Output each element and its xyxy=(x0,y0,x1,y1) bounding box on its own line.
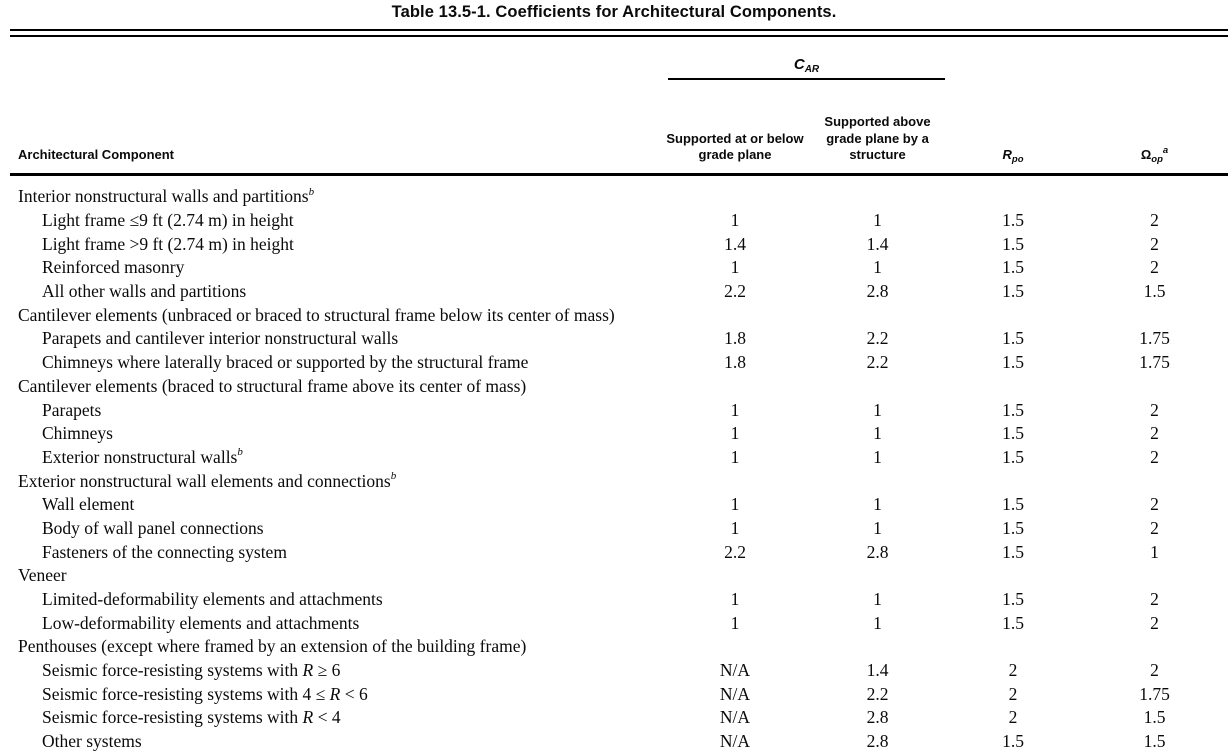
value-cell: 1.4 xyxy=(724,233,746,254)
component-cell: Parapets and cantilever interior nonstructural walls xyxy=(42,328,399,349)
value-cell: 1.5 xyxy=(1002,541,1024,562)
value-cell xyxy=(810,375,945,399)
component-cell: Limited-deformability elements and attachments xyxy=(42,589,383,610)
component-cell: Cantilever elements (unbraced or braced to structural frame below its center of mass) xyxy=(18,304,615,325)
component-cell: Low-deformability elements and attachments xyxy=(42,612,360,633)
table-row xyxy=(10,256,1228,280)
value-cell xyxy=(945,469,1081,493)
value-cell xyxy=(810,303,945,327)
table-row xyxy=(10,540,1228,564)
col-header-rpo: $R_{po}$ xyxy=(945,80,1081,175)
component-cell: Penthouses (except where framed by an extension of the building frame) xyxy=(18,636,527,657)
value-cell xyxy=(945,564,1081,588)
table-row xyxy=(10,588,1228,612)
value-cell: 1 xyxy=(1150,541,1159,562)
component-cell: Exterior nonstructural wall elements and connections$^b$ xyxy=(18,469,397,491)
value-cell: 2.8 xyxy=(866,541,889,562)
value-cell: N/A xyxy=(719,707,751,728)
table-row xyxy=(10,232,1228,256)
value-cell: 1.5 xyxy=(1002,423,1024,444)
value-cell xyxy=(945,635,1081,659)
value-cell: 1 xyxy=(873,210,882,231)
value-cell xyxy=(660,175,810,209)
value-cell: 2.2 xyxy=(866,683,889,704)
table-row xyxy=(10,209,1228,233)
value-cell: 2.2 xyxy=(724,541,746,562)
section-row xyxy=(10,564,1228,588)
section-row xyxy=(10,375,1228,399)
table-row xyxy=(10,611,1228,635)
value-cell: 1 xyxy=(730,494,740,515)
car-group-row xyxy=(10,42,1228,80)
component-cell: Interior nonstructural walls and partitions$^b$ xyxy=(18,185,315,207)
component-cell: Other systems xyxy=(42,731,142,752)
value-cell xyxy=(1081,175,1228,209)
col-header-omega-op: $\Omega_{op}^a$ xyxy=(1081,80,1228,175)
value-cell: 1 xyxy=(730,446,740,467)
component-cell: Body of wall panel connections xyxy=(42,517,264,538)
value-cell: 1 xyxy=(730,612,740,633)
value-cell: 1.5 xyxy=(1143,707,1166,728)
table-row xyxy=(10,730,1228,752)
value-cell: 1 xyxy=(873,517,882,538)
value-cell: 1.5 xyxy=(1002,257,1024,278)
value-cell: 2 xyxy=(1150,589,1159,610)
value-cell: 2 xyxy=(1008,707,1018,728)
section-row xyxy=(10,303,1228,327)
value-cell: 1.5 xyxy=(1143,281,1166,302)
value-cell: 1.5 xyxy=(1002,589,1024,610)
component-cell: Chimneys where laterally braced or supported by the structural frame xyxy=(42,352,529,373)
value-cell: 2 xyxy=(1150,210,1159,231)
value-cell: 2 xyxy=(1150,660,1159,681)
value-cell xyxy=(660,564,810,588)
value-cell: 1.5 xyxy=(1143,731,1166,752)
component-cell: Cantilever elements (braced to structural frame above its center of mass) xyxy=(18,375,527,396)
table-row xyxy=(10,446,1228,470)
value-cell: 1.5 xyxy=(1002,352,1024,373)
value-cell: N/A xyxy=(719,731,751,752)
component-cell: Seismic force-resisting systems with 4 ≤ R < 6 xyxy=(42,683,368,704)
value-cell: 1 xyxy=(730,589,740,610)
component-cell: Reinforced masonry xyxy=(42,257,185,278)
value-cell: 1 xyxy=(873,257,882,278)
component-cell: Veneer xyxy=(18,565,67,586)
component-cell: Wall element xyxy=(42,494,135,515)
component-cell: Exterior nonstructural walls$^b$ xyxy=(42,446,243,467)
column-headers-row xyxy=(10,80,1228,175)
table-row xyxy=(10,327,1228,351)
value-cell: 2.2 xyxy=(724,281,746,302)
value-cell: 2.8 xyxy=(866,707,889,728)
value-cell: 2 xyxy=(1150,612,1159,633)
table-row xyxy=(10,422,1228,446)
table-body xyxy=(10,175,1228,752)
value-cell xyxy=(660,635,810,659)
table-row xyxy=(10,493,1228,517)
value-cell xyxy=(945,175,1081,209)
value-cell xyxy=(1081,469,1228,493)
empty-cell xyxy=(945,42,1081,80)
car-symbol: $C_{AR}$ xyxy=(668,56,945,80)
value-cell: 1.75 xyxy=(1139,352,1170,373)
component-cell: Parapets xyxy=(42,399,102,420)
component-cell: Seismic force-resisting systems with R ≥ 6 xyxy=(42,660,341,681)
component-cell: Light frame >9 ft (2.74 m) in height xyxy=(42,233,294,254)
value-cell: 2 xyxy=(1150,446,1159,467)
value-cell: 1.4 xyxy=(866,233,889,254)
value-cell: 1 xyxy=(730,210,740,231)
value-cell xyxy=(810,635,945,659)
value-cell: 1 xyxy=(730,517,740,538)
value-cell xyxy=(660,303,810,327)
col-header-architectural-component: Architectural Component xyxy=(10,80,660,175)
section-row xyxy=(10,175,1228,209)
value-cell: 1.4 xyxy=(866,660,889,681)
value-cell: 2.8 xyxy=(866,731,889,752)
value-cell xyxy=(1081,564,1228,588)
section-row xyxy=(10,469,1228,493)
value-cell xyxy=(1081,375,1228,399)
value-cell: 1 xyxy=(873,612,882,633)
value-cell xyxy=(810,564,945,588)
value-cell: 2.8 xyxy=(866,281,889,302)
value-cell: 1.5 xyxy=(1002,612,1024,633)
component-cell: Chimneys xyxy=(42,423,113,444)
value-cell: 2 xyxy=(1008,683,1018,704)
value-cell: 1.5 xyxy=(1002,731,1024,752)
value-cell xyxy=(660,375,810,399)
table-row xyxy=(10,351,1228,375)
value-cell: 1.8 xyxy=(724,352,746,373)
value-cell: 1 xyxy=(730,257,740,278)
section-row xyxy=(10,635,1228,659)
value-cell: 1.5 xyxy=(1002,233,1024,254)
coefficients-table xyxy=(10,42,1228,752)
value-cell: 1 xyxy=(873,589,882,610)
table-row xyxy=(10,706,1228,730)
value-cell: 2 xyxy=(1150,257,1159,278)
empty-cell xyxy=(10,42,660,80)
value-cell: 1.75 xyxy=(1139,328,1170,349)
value-cell xyxy=(945,303,1081,327)
value-cell: 1.5 xyxy=(1002,494,1024,515)
value-cell: 1.8 xyxy=(724,328,746,349)
value-cell xyxy=(1081,303,1228,327)
value-cell: 1 xyxy=(873,446,882,467)
value-cell xyxy=(810,469,945,493)
component-cell: Seismic force-resisting systems with R < 4 xyxy=(42,707,341,728)
value-cell: 2.2 xyxy=(866,328,889,349)
table-row xyxy=(10,280,1228,304)
component-cell: Light frame ≤9 ft (2.74 m) in height xyxy=(42,210,294,231)
table-header xyxy=(10,42,1228,175)
col-header-supported-above-grade: Supported above grade plane by a structure xyxy=(810,80,945,175)
value-cell: 1 xyxy=(873,399,882,420)
value-cell: 1.5 xyxy=(1002,328,1024,349)
value-cell: 1 xyxy=(730,423,740,444)
value-cell: N/A xyxy=(719,683,751,704)
value-cell: 1.5 xyxy=(1002,399,1024,420)
value-cell: 1 xyxy=(730,399,740,420)
empty-cell xyxy=(1081,42,1228,80)
value-cell: 1.5 xyxy=(1002,517,1024,538)
value-cell xyxy=(660,469,810,493)
value-cell: 1 xyxy=(873,494,882,515)
value-cell: 2 xyxy=(1150,233,1159,254)
value-cell: 2 xyxy=(1150,423,1159,444)
component-cell: All other walls and partitions xyxy=(42,281,247,302)
component-cell: Fasteners of the connecting system xyxy=(42,541,287,562)
value-cell xyxy=(810,175,945,209)
value-cell: 1 xyxy=(873,423,882,444)
value-cell: 2 xyxy=(1008,660,1018,681)
table-row xyxy=(10,517,1228,541)
value-cell: 2 xyxy=(1150,517,1159,538)
value-cell: 1.75 xyxy=(1139,683,1170,704)
value-cell: 1.5 xyxy=(1002,210,1024,231)
value-cell: 2 xyxy=(1150,399,1159,420)
value-cell: N/A xyxy=(719,660,751,681)
table-row xyxy=(10,682,1228,706)
value-cell xyxy=(1081,635,1228,659)
value-cell: 1.5 xyxy=(1002,281,1024,302)
car-group-header xyxy=(660,42,945,80)
top-double-rule xyxy=(10,29,1228,37)
table-row xyxy=(10,398,1228,422)
table-title: Table 13.5-1. Coefficients for Architectural Components. xyxy=(391,3,837,21)
value-cell: 1.5 xyxy=(1002,446,1024,467)
value-cell: 2.2 xyxy=(866,352,889,373)
value-cell xyxy=(945,375,1081,399)
value-cell: 2 xyxy=(1150,494,1159,515)
col-header-supported-below-grade: Supported at or below grade plane xyxy=(660,80,810,175)
table-row xyxy=(10,659,1228,683)
